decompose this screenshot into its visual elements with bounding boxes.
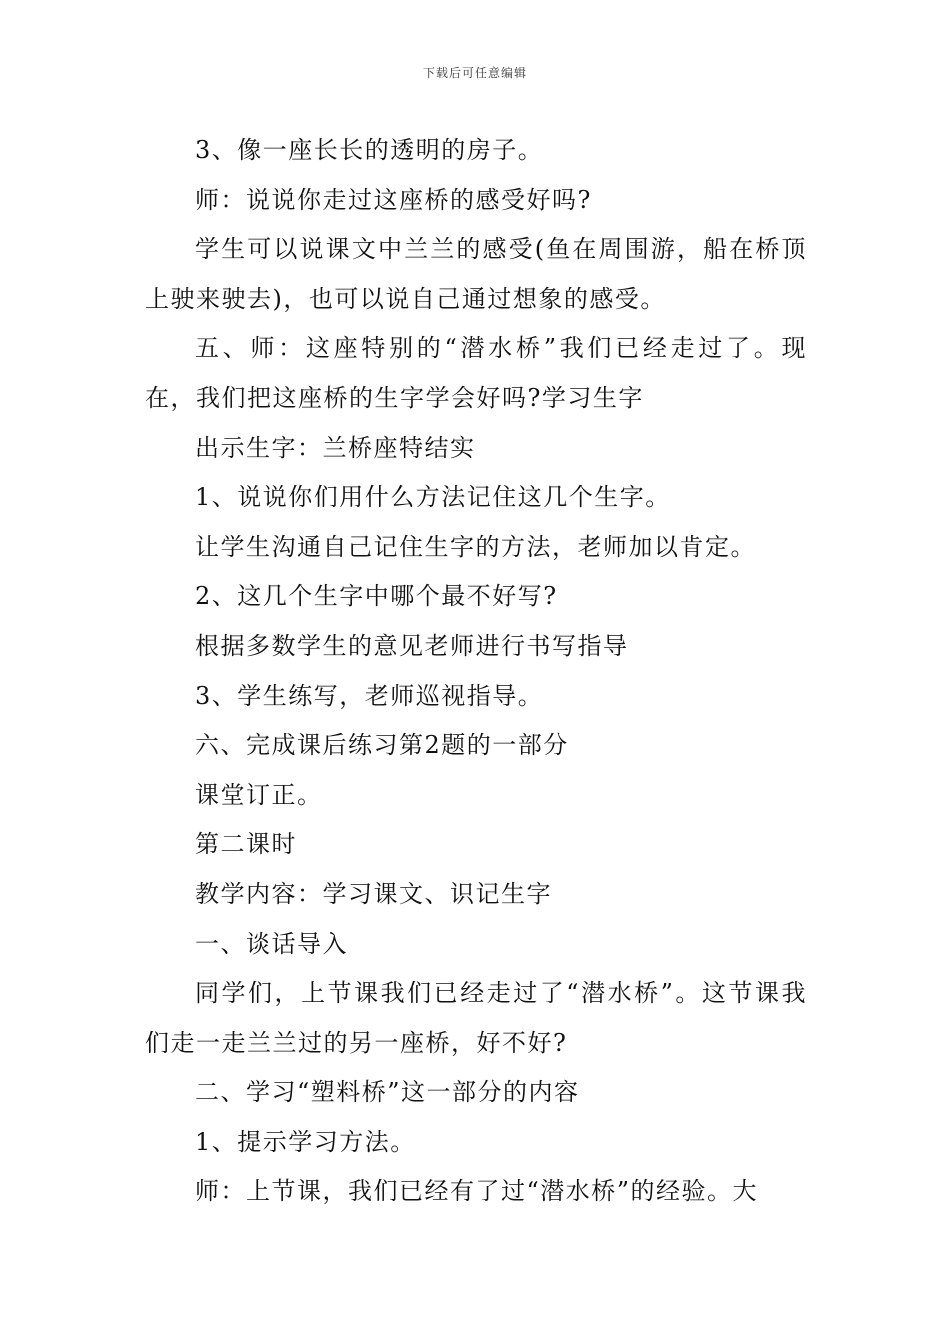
- paragraph: 3、学生练写，老师巡视指导。: [195, 681, 544, 710]
- paragraph: 根据多数学生的意见老师进行书写指导: [195, 631, 629, 660]
- paragraph: 师：上节课，我们已经有了过“潜水桥”的经验。大: [195, 1177, 759, 1206]
- section-heading: 第二课时: [195, 830, 297, 859]
- paragraph: 课堂订正。: [195, 780, 323, 809]
- paragraph: 六、完成课后练习第2题的一部分: [195, 731, 569, 760]
- paragraph: 让学生沟通自己记住生字的方法，老师加以肯定。: [195, 532, 756, 561]
- page-header: 下载后可任意编辑: [422, 66, 527, 80]
- paragraph: 2、这几个生字中哪个最不好写?: [195, 582, 558, 611]
- paragraph: 出示生字：兰桥座特结实: [195, 433, 476, 462]
- paragraph: 五、师：这座特别的“潜水桥”我们已经走过了。现在，我们把这座桥的生字学会好吗?学习生字: [145, 334, 807, 412]
- document-body: [145, 126, 807, 1217]
- paragraph: 教学内容：学习课文、识记生字: [195, 879, 552, 908]
- paragraph: 同学们，上节课我们已经走过了“潜水桥”。这节课我们走一走兰兰过的另一座桥，好不好?: [145, 979, 807, 1057]
- paragraph: 二、学习“塑料桥”这一部分的内容: [195, 1078, 580, 1107]
- paragraph: 1、说说你们用什么方法记住这几个生字。: [195, 483, 671, 512]
- paragraph: 3、像一座长长的透明的房子。: [195, 136, 544, 164]
- paragraph: 学生可以说课文中兰兰的感受(鱼在周围游，船在桥顶上驶来驶去)，也可以说自己通过想象的感受。: [145, 235, 807, 313]
- paragraph: 一、谈话导入: [195, 929, 348, 958]
- paragraph: 师：说说你走过这座桥的感受好吗?: [195, 185, 592, 214]
- paragraph: 1、提示学习方法。: [195, 1127, 416, 1156]
